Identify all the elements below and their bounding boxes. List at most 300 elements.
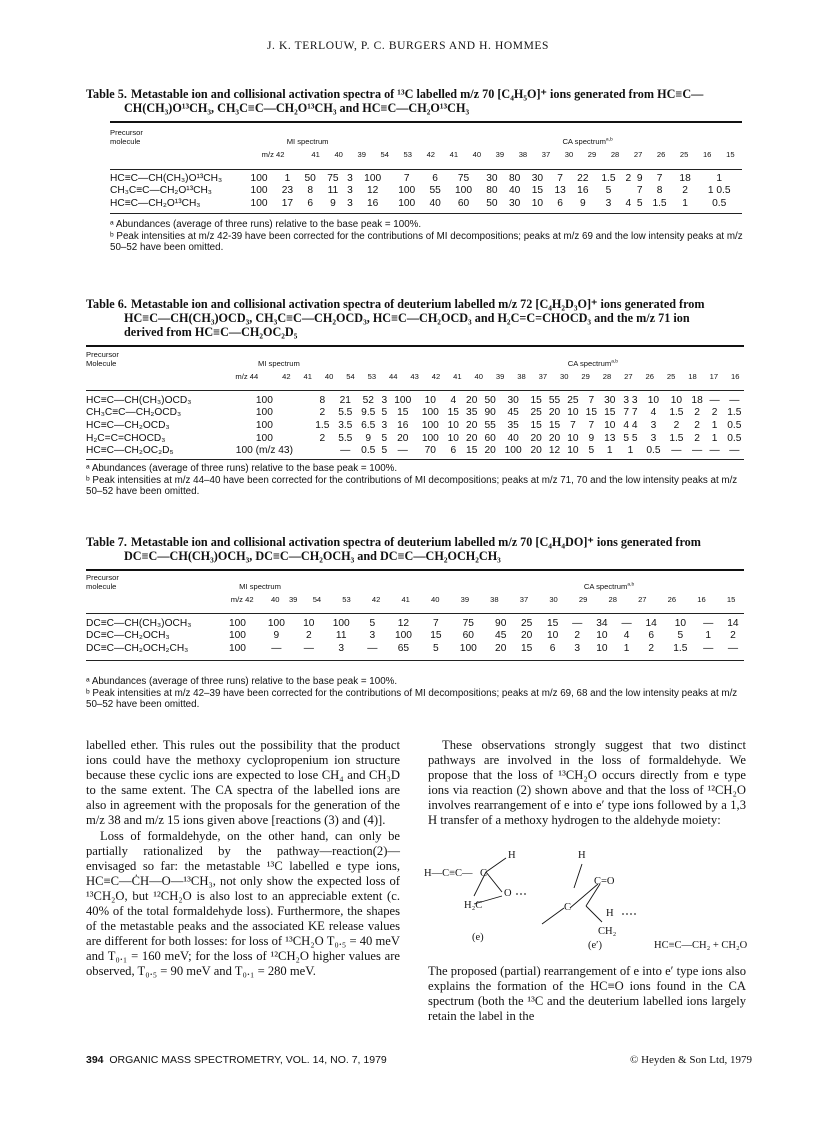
table5-caption bbox=[86, 87, 756, 115]
table5-mz-col-head: 29 bbox=[587, 149, 597, 159]
row-value: 90 bbox=[495, 617, 507, 629]
table5-mz-col-head: 27 bbox=[633, 149, 643, 159]
row-value: 100 bbox=[228, 642, 246, 654]
row-molecule: HC≡C—CH(CH₃)O¹³CH₃ bbox=[110, 172, 223, 184]
table6-ca-head: CA spectrum bbox=[567, 359, 612, 368]
table5-molecule-head: molecule bbox=[110, 137, 141, 146]
row-molecule: CH₃C≡C—CH₂OCD₃ bbox=[86, 407, 182, 419]
table6-mz-col-head: 39 bbox=[495, 371, 505, 381]
table7-mz-col-head: 37 bbox=[519, 594, 529, 604]
row-value: 8 bbox=[656, 185, 663, 197]
footer-left bbox=[86, 1054, 387, 1066]
row-value: — bbox=[303, 642, 314, 654]
right-column-continued bbox=[428, 964, 746, 1024]
row-value: 15 bbox=[585, 407, 597, 419]
table6-caption-line1: Metastable ion and collisional activation spectra of deuterium labelled m/z 72 [C₄H₂D₃O]⁺ ions generated from bbox=[130, 297, 705, 311]
row-value: 6 bbox=[432, 172, 438, 184]
table6-caption-line3: derived from HC≡C—CH₂OC₂D₅ bbox=[124, 325, 298, 339]
row-value: 16 bbox=[577, 185, 589, 197]
row-value: 100 bbox=[255, 419, 273, 431]
row-value: 12 bbox=[366, 185, 379, 197]
table-row bbox=[86, 642, 746, 655]
table-row bbox=[86, 630, 746, 643]
table6-caption bbox=[86, 297, 756, 339]
table6-mz-col-head: 41 bbox=[453, 371, 462, 381]
row-value: 12 bbox=[548, 445, 561, 457]
row-value: 20 bbox=[521, 630, 533, 642]
table5-mz-col-head: 38 bbox=[518, 149, 528, 159]
table5-mz-col-head: 30 bbox=[564, 149, 574, 159]
row-value: 2 bbox=[694, 432, 700, 444]
table6-notes bbox=[86, 463, 750, 498]
table7-mz-col-head: 54 bbox=[312, 594, 322, 604]
table-row bbox=[86, 432, 746, 445]
row-value: 2 bbox=[319, 432, 326, 444]
row-value: 2 bbox=[319, 407, 326, 419]
row-value: 0.5 bbox=[727, 432, 742, 444]
row-value: 20 bbox=[548, 407, 561, 419]
row-value: 30 bbox=[507, 394, 519, 406]
row-value: 15 bbox=[530, 419, 542, 431]
table6-mz-col-head: 16 bbox=[731, 371, 740, 381]
table6-mz-col-head: 25 bbox=[666, 371, 676, 381]
row-value: 3 bbox=[381, 419, 388, 431]
row-value: 100 bbox=[421, 432, 439, 444]
row-value: 100 bbox=[332, 617, 350, 629]
row-value: — bbox=[271, 642, 282, 654]
row-value: 0.5 bbox=[712, 197, 727, 209]
table7-caption-line1: Metastable ion and collisional activation spectra of deuterium labelled m/z 70 [C₄H₄DO]⁺ ions generated from bbox=[130, 535, 701, 549]
row-value: — bbox=[671, 445, 682, 457]
row-value: 5.5 bbox=[338, 432, 353, 444]
table5-top-rule bbox=[110, 121, 742, 123]
table7-notes bbox=[86, 676, 750, 711]
row-value: 4 bbox=[623, 630, 630, 642]
row-value: 10 bbox=[546, 630, 559, 642]
row-value: 100 bbox=[398, 197, 416, 209]
table-row bbox=[110, 172, 742, 185]
table6-mz-col-head: 53 bbox=[367, 371, 377, 381]
row-value: 10 bbox=[567, 445, 579, 457]
row-value: — bbox=[572, 617, 583, 629]
scheme-product: HC≡C—CH₂ + CH₂O bbox=[654, 940, 748, 951]
row-value: 8 bbox=[319, 394, 326, 406]
row-value: 10 bbox=[674, 617, 687, 629]
table7-mz-col-head: 16 bbox=[697, 594, 706, 604]
table5-bottom-rule bbox=[110, 213, 742, 214]
row-value: 3 bbox=[347, 185, 353, 197]
row-value: 1 bbox=[606, 445, 613, 457]
row-value: 5 bbox=[636, 197, 643, 209]
table5-caption-line1: Metastable ion and collisional activation spectra of ¹³C labelled m/z 70 [C₄H₅O]⁺ ions generated from HC≡C— bbox=[130, 87, 704, 101]
row-value: 10 bbox=[567, 407, 579, 419]
row-value: 1.5 bbox=[652, 197, 667, 209]
table7-note-b: ᵇ Peak intensities at m/z 42–39 have been corrected for the contributions of MI decompositions; peaks at m/z 69, 68 and the low intensity peaks at m/z 50–52 have been omitted. bbox=[86, 687, 738, 711]
row-value: 15 bbox=[548, 419, 561, 431]
row-molecule: CH₃C≡C—CH₂O¹³CH₃ bbox=[110, 185, 212, 197]
table6-mz-col-head: 54 bbox=[346, 371, 355, 381]
row-value: 0.5 bbox=[361, 445, 376, 457]
row-value: 17 bbox=[281, 197, 294, 209]
scheme-atom-c13: C bbox=[480, 868, 488, 879]
row-value: 40 bbox=[507, 432, 519, 444]
table5-label: Table 5. bbox=[86, 87, 127, 101]
row-value: 18 bbox=[679, 172, 691, 184]
row-value: — bbox=[692, 445, 703, 457]
row-value: 9 bbox=[330, 197, 336, 209]
table5-note-a: ᵃ Abundances (average of three runs) relative to the base peak = 100%. bbox=[110, 219, 422, 230]
table5-mi-head: MI spectrum bbox=[286, 137, 329, 146]
row-value: 100 bbox=[394, 394, 412, 406]
row-value: 3 bbox=[574, 642, 581, 654]
row-value: 20 bbox=[466, 394, 478, 406]
row-value: 1.5 bbox=[727, 407, 742, 419]
table5-mz-col-head: 37 bbox=[541, 149, 551, 159]
row-value: 10 bbox=[670, 394, 683, 406]
row-value: 6 bbox=[648, 630, 654, 642]
table6-mi-head: MI spectrum bbox=[258, 359, 300, 368]
row-value: 75 bbox=[457, 172, 470, 184]
table5-mz-col-head: 54 bbox=[380, 149, 389, 159]
row-value: 100 bbox=[250, 172, 268, 184]
row-value: 100 bbox=[267, 617, 285, 629]
table6-ca-sup: a,b bbox=[611, 359, 619, 365]
table7-mz-col-head: 40 bbox=[431, 594, 440, 604]
table6-mz-col-head: 42 bbox=[282, 371, 291, 381]
row-value: 6.5 bbox=[361, 419, 376, 431]
row-value: 70 bbox=[424, 445, 436, 457]
table6-mz-col-head: 30 bbox=[559, 371, 569, 381]
row-value: 5 bbox=[588, 445, 595, 457]
row-value: 0.5 bbox=[727, 419, 742, 431]
row-value: — bbox=[621, 617, 632, 629]
right-column bbox=[428, 738, 746, 829]
row-value: 14 bbox=[645, 617, 657, 629]
row-value: 100 bbox=[421, 419, 439, 431]
table6-mz-col-head: 28 bbox=[602, 371, 612, 381]
row-value: 11 bbox=[335, 630, 347, 642]
row-value: 10 bbox=[531, 197, 544, 209]
row-value: 20 bbox=[466, 432, 478, 444]
scheme-label-e: (e) bbox=[472, 932, 484, 943]
row-value: 16 bbox=[397, 419, 409, 431]
table7-label: Table 7. bbox=[86, 535, 127, 549]
row-value: 55 bbox=[429, 185, 441, 197]
row-value: 1 bbox=[711, 432, 718, 444]
row-value: 3 bbox=[347, 172, 353, 184]
row-value: — bbox=[397, 445, 408, 457]
row-value: 6 bbox=[307, 197, 313, 209]
table6-mz-col-head: 40 bbox=[474, 371, 483, 381]
row-value: 100 bbox=[459, 642, 477, 654]
table5-header-rule bbox=[110, 169, 742, 170]
row-molecule: H₂C=C=CHOCD₃ bbox=[86, 432, 166, 444]
row-value: — bbox=[703, 617, 714, 629]
row-value: — bbox=[729, 445, 740, 457]
row-value: 13 bbox=[604, 432, 616, 444]
scheme-atom-h-transfer: H bbox=[606, 908, 614, 919]
row-value: 0.5 bbox=[646, 445, 661, 457]
scheme-atom-hcc: H—C≡C— bbox=[424, 868, 473, 879]
table6-header-rule bbox=[86, 390, 744, 391]
table5-mz-col-head: 28 bbox=[610, 149, 620, 159]
row-value: 5 5 bbox=[623, 432, 638, 444]
table5-ca-sup: a,b bbox=[605, 137, 613, 143]
table7-caption-line2: DC≡C—CH(CH₃)OCH₃, DC≡C—CH₂OCH₃ and DC≡C—CH₂OCH₂CH₃ bbox=[124, 549, 501, 563]
row-value: 7 bbox=[636, 185, 643, 197]
row-value: 55 bbox=[548, 394, 561, 406]
left-paragraph-2: Loss of formaldehyde, on the other hand, can only be partially rationalized by the pathway—reaction(2)—envisaged so far: the metastable ¹³C labelled e type ions, HC≡C—ĊH—O—¹³CH₃, not only show the expected loss of ¹³CH₂O, but ¹²CH₂O is also lost to an appreciable extent (c. 40% of the total formaldehyde loss). Furthermore, the shapes of the metastable peaks and the associated KE release values are different for both losses: for loss of ¹³CH₂O T₀.₅ = 40 meV and T₀.₁ = 160 meV; for the loss of ¹²CH₂O higher values are observed, T₀.₅ = 90 meV and T₀.₁ = 280 meV. bbox=[86, 828, 400, 979]
table6-mz-col-head: 43 bbox=[410, 371, 419, 381]
left-paragraph-1: labelled ether. This rules out the possibility that the product ions could have the methoxy cyclopropenium ion structure because these cyclic ions are expected to lose CH₄ and CH₃D to the same extent. The CA spectra of the labelled ions are also in agreement with the proposals for the generation of the m/z 38 and m/z 15 ions given above [reactions (3) and (4)]. bbox=[86, 738, 400, 828]
row-value: 1 bbox=[623, 642, 630, 654]
row-value: 20 bbox=[530, 445, 542, 457]
row-value: 60 bbox=[484, 432, 496, 444]
row-value: 7 bbox=[433, 617, 439, 629]
row-value: 30 bbox=[486, 172, 498, 184]
row-value: — bbox=[709, 445, 720, 457]
table7-mz-col-head: 29 bbox=[578, 594, 588, 604]
table6-molecule-head: Molecule bbox=[86, 359, 117, 368]
table7-body bbox=[86, 617, 746, 655]
table6-mz-col-head: 40 bbox=[324, 371, 334, 381]
table7-bottom-rule bbox=[86, 660, 744, 661]
row-value: 75 bbox=[462, 617, 474, 629]
row-value: 30 bbox=[604, 394, 616, 406]
table7-mz-col-head: 39 bbox=[288, 594, 298, 604]
row-value: 7 bbox=[570, 419, 576, 431]
row-molecule: HC≡C—CH₂OCD₃ bbox=[86, 419, 170, 431]
row-value: 2 bbox=[648, 642, 654, 654]
row-value: 100 bbox=[250, 197, 268, 209]
row-value: 4 4 bbox=[623, 419, 638, 431]
table6-mz-col-head: 42 bbox=[431, 371, 441, 381]
table7-mz-col-head: 39 bbox=[460, 594, 470, 604]
row-value: 25 bbox=[567, 394, 579, 406]
table5 bbox=[110, 128, 742, 162]
table6-label: Table 6. bbox=[86, 297, 127, 311]
scheme-atom-h2c: H₂C bbox=[464, 900, 483, 911]
row-value: 50 bbox=[304, 172, 316, 184]
row-value: 2 bbox=[625, 172, 632, 184]
row-molecule: HC≡C—CH(CH₃)OCD₃ bbox=[86, 394, 192, 406]
row-value: — bbox=[709, 394, 720, 406]
footer-journal: ORGANIC MASS SPECTROMETRY, VOL. 14, NO. 7, 1979 bbox=[109, 1054, 387, 1066]
row-value: 4 bbox=[650, 407, 657, 419]
table5-mz-col-head: 25 bbox=[679, 149, 689, 159]
row-value: 3 3 bbox=[623, 394, 638, 406]
table-row bbox=[86, 407, 746, 420]
row-molecule: DC≡C—CH₂OCH₂CH₃ bbox=[86, 642, 189, 654]
table7-header-rule bbox=[86, 613, 744, 614]
table6-mz-col-head: 44 bbox=[388, 371, 398, 381]
row-value: 100 bbox=[394, 630, 412, 642]
row-value: 3 bbox=[605, 197, 612, 209]
row-value: 15 bbox=[604, 407, 616, 419]
row-value: 1 bbox=[705, 630, 712, 642]
row-value: 1 bbox=[716, 172, 723, 184]
row-value: 2 bbox=[305, 630, 312, 642]
row-value: 6 bbox=[549, 642, 556, 654]
row-value: 1 bbox=[711, 419, 718, 431]
table5-precursor-head: Precursor bbox=[110, 128, 143, 137]
table5-mz-col-head: 40 bbox=[334, 149, 343, 159]
scheme-atom-h-eprime: H bbox=[578, 850, 586, 861]
row-value: 13 bbox=[554, 185, 566, 197]
table5-mz-col-head: 26 bbox=[656, 149, 666, 159]
table7-molecule-head: molecule bbox=[86, 582, 117, 591]
table6-mz-col-head: 17 bbox=[709, 371, 719, 381]
row-value: 2 bbox=[574, 630, 581, 642]
table-row bbox=[110, 185, 742, 198]
row-value: 50 bbox=[486, 197, 498, 209]
row-value: 15 bbox=[530, 394, 542, 406]
row-value: 22 bbox=[577, 172, 589, 184]
table7-mz-col-head: 40 bbox=[271, 594, 280, 604]
row-value: 15 bbox=[430, 630, 442, 642]
row-value: 15 bbox=[466, 445, 478, 457]
row-value: 65 bbox=[397, 642, 410, 654]
row-value: 30 bbox=[531, 172, 544, 184]
row-molecule: HC≡C—CH₂O¹³CH₃ bbox=[110, 197, 201, 209]
row-value: 10 bbox=[447, 432, 459, 444]
row-value: 75 bbox=[327, 172, 339, 184]
table6-mz-col-head: 37 bbox=[538, 371, 548, 381]
row-value: — bbox=[340, 445, 351, 457]
row-molecule: DC≡C—CH₂OCH₃ bbox=[86, 630, 170, 642]
row-value: 20 bbox=[397, 432, 409, 444]
table5-mz-col-head: 16 bbox=[702, 149, 712, 159]
table6-top-rule bbox=[86, 345, 744, 347]
table6-mz-col-head: 41 bbox=[303, 371, 312, 381]
row-value: 10 bbox=[647, 394, 660, 406]
row-value: 30 bbox=[508, 197, 521, 209]
row-value bbox=[311, 444, 334, 457]
row-value: 7 bbox=[588, 419, 595, 431]
row-value: 9 bbox=[636, 172, 643, 184]
table5-mz-col-head: m/z 42 bbox=[261, 149, 285, 159]
table7-mz-col-head: 15 bbox=[726, 594, 736, 604]
right-paragraph-2: The proposed (partial) rearrangement of e into e′ type ions also explains the formation of the HC≡O ions found in the CA spectrum (both the ¹³C and the deuterium labelled ions largely retain the label in the bbox=[428, 964, 746, 1024]
row-value: 9 bbox=[365, 432, 372, 444]
row-value: 50 bbox=[484, 394, 496, 406]
table-row bbox=[86, 444, 746, 457]
table5-mz-col-head: 42 bbox=[426, 149, 436, 159]
row-value: 3 bbox=[650, 419, 657, 431]
row-value: 5 bbox=[605, 185, 612, 197]
row-value: 15 bbox=[521, 642, 533, 654]
table6-note-b: ᵇ Peak intensities at m/z 44–40 have been corrected for the contributions of MI decompositions; peaks at m/z 71, 70 and the low intensity peaks at m/z 50–52 have been omitted. bbox=[86, 474, 738, 498]
table6-mz-col-head: m/z 44 bbox=[235, 371, 259, 381]
row-value: 4 bbox=[450, 394, 457, 406]
scheme-label-e-prime: (e′) bbox=[588, 940, 602, 951]
footer-publisher: © Heyden & Son Ltd, 1979 bbox=[629, 1054, 752, 1066]
row-value: 5 bbox=[369, 617, 376, 629]
table7-mz-col-head: 28 bbox=[608, 594, 617, 604]
row-value: 5 bbox=[381, 432, 388, 444]
row-value: 1.5 bbox=[669, 407, 684, 419]
row-value: 18 bbox=[691, 394, 703, 406]
row-value: 34 bbox=[596, 617, 608, 629]
row-value: — bbox=[729, 394, 740, 406]
row-value: 45 bbox=[507, 407, 519, 419]
row-value: 100 bbox=[255, 407, 273, 419]
row-value: 7 bbox=[588, 394, 595, 406]
table7-caption bbox=[86, 535, 756, 563]
row-value: 7 bbox=[557, 172, 563, 184]
table-row bbox=[86, 617, 746, 630]
table7-mi-head: MI spectrum bbox=[239, 582, 281, 591]
row-value: 2 bbox=[682, 185, 688, 197]
row-value: 35 bbox=[466, 407, 478, 419]
table7-precursor-head: Precursor bbox=[86, 573, 119, 582]
table7-mz-col-head: 30 bbox=[549, 594, 558, 604]
row-value: 80 bbox=[508, 172, 521, 184]
row-value: 10 bbox=[567, 432, 579, 444]
row-value: 2 bbox=[730, 630, 736, 642]
row-value: 20 bbox=[495, 642, 507, 654]
row-value: 9.5 bbox=[361, 407, 376, 419]
row-value: 45 bbox=[495, 630, 507, 642]
row-value: 100 bbox=[228, 617, 246, 629]
row-value: 100 bbox=[255, 432, 273, 444]
footer-page-number: 394 bbox=[86, 1054, 104, 1066]
row-value: 3 bbox=[347, 197, 353, 209]
row-value: 100 (m/z 43) bbox=[235, 445, 293, 457]
table5-mz-col-head: 40 bbox=[472, 149, 482, 159]
row-value: 3 bbox=[650, 432, 657, 444]
row-value: 100 bbox=[250, 185, 268, 197]
row-molecule: DC≡C—CH(CH₃)OCH₃ bbox=[86, 617, 192, 629]
row-value: 60 bbox=[462, 630, 474, 642]
table5-notes bbox=[110, 219, 750, 254]
row-value: 14 bbox=[727, 617, 739, 629]
row-value: 2 bbox=[673, 419, 680, 431]
row-molecule: HC≡C—CH₂OC₂D₅ bbox=[86, 445, 174, 457]
row-value: 20 bbox=[484, 445, 496, 457]
row-value: 5 bbox=[677, 630, 684, 642]
table6-note-a: ᵃ Abundances (average of three runs) relative to the base peak = 100%. bbox=[86, 463, 398, 474]
table7-note-a: ᵃ Abundances (average of three runs) relative to the base peak = 100%. bbox=[86, 676, 398, 687]
row-value: 1.5 bbox=[601, 172, 616, 184]
row-value: 9 bbox=[588, 432, 595, 444]
table7-mz-col-head: 27 bbox=[638, 594, 647, 604]
row-value: 5 bbox=[381, 407, 388, 419]
row-value: 25 bbox=[521, 617, 533, 629]
row-value: 10 bbox=[596, 630, 608, 642]
row-value: 40 bbox=[429, 197, 441, 209]
table6-mz-col-head: 27 bbox=[624, 371, 633, 381]
table6-body bbox=[86, 394, 746, 457]
row-value: 10 bbox=[604, 419, 616, 431]
table5-mz-col-head: 39 bbox=[357, 149, 366, 159]
row-value: 20 bbox=[466, 419, 478, 431]
row-value: 15 bbox=[397, 407, 409, 419]
table7-mz-col-head: 53 bbox=[342, 594, 351, 604]
table7-mz-col-head: m/z 42 bbox=[230, 594, 254, 604]
row-value: 100 bbox=[504, 445, 522, 457]
row-value: 7 bbox=[656, 172, 663, 184]
row-value: 52 bbox=[362, 394, 374, 406]
row-value: 1 bbox=[682, 197, 688, 209]
table7-mz-col-head: 26 bbox=[667, 594, 677, 604]
table7-mz-col-head: 38 bbox=[490, 594, 499, 604]
table6 bbox=[86, 350, 746, 384]
table5-mz-col-head: 53 bbox=[403, 149, 412, 159]
scheme-atom-h-top: H bbox=[508, 850, 516, 861]
row-value: 8 bbox=[307, 185, 313, 197]
right-paragraph-1: These observations strongly suggest that two distinct pathways are involved in the loss of formaldehyde. We propose that the loss of ¹³CH₂O occurs directly from e type ions via reaction (2) shown above and that the loss of ¹²CH₂O involves rearrangement of e into e′ type ions followed by a 1,3 H transfer of a methoxy hydrogen to the aldehyde moiety: bbox=[428, 738, 746, 828]
